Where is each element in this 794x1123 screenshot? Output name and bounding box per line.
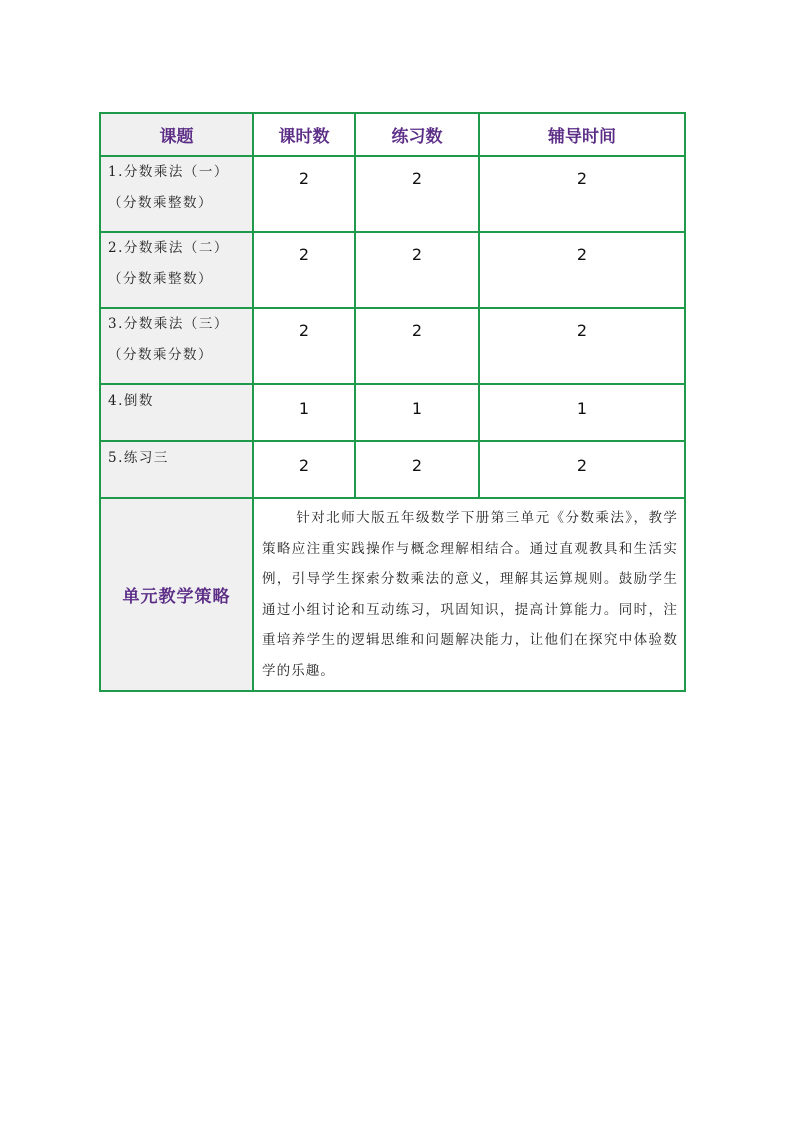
row-exercises: 1 xyxy=(355,384,479,441)
row-title-cell xyxy=(100,232,253,308)
row-title: 3.分数乘法（三） xyxy=(108,316,229,332)
row-title-cell xyxy=(100,384,253,441)
row-exercises: 2 xyxy=(355,156,479,232)
header-hours: 课时数 xyxy=(253,113,355,156)
row-hours: 2 xyxy=(253,441,355,498)
table-row xyxy=(100,308,685,384)
strategy-row xyxy=(100,498,685,691)
strategy-text-cell xyxy=(253,498,685,691)
row-tutoring: 2 xyxy=(479,308,685,384)
table-row xyxy=(100,156,685,232)
row-title: 4.倒数 xyxy=(108,393,154,409)
header-exercises: 练习数 xyxy=(355,113,479,156)
row-exercises: 2 xyxy=(355,308,479,384)
row-tutoring: 1 xyxy=(479,384,685,441)
header-topic: 课题 xyxy=(100,113,253,156)
strategy-label: 单元教学策略 xyxy=(100,498,253,691)
row-exercises: 2 xyxy=(355,441,479,498)
table-row xyxy=(100,384,685,441)
row-hours: 1 xyxy=(253,384,355,441)
row-title-cell xyxy=(100,441,253,498)
strategy-text: 针对北师大版五年级数学下册第三单元《分数乘法》，教学策略应注重实践操作与概念理解相结合。通过直观教具和生活实例，引导学生探索分数乘法的意义，理解其运算规则。鼓励学生通过小组讨论和互动练习，巩固知识，提高计算能力。同时，注重培养学生的逻辑思维和问题解决能力，让他们在探究中体验数学的乐趣。 xyxy=(262,510,678,679)
row-title-cell xyxy=(100,156,253,232)
row-hours: 2 xyxy=(253,156,355,232)
row-hours: 2 xyxy=(253,308,355,384)
row-title: 2.分数乘法（二） xyxy=(108,240,229,256)
table-row xyxy=(100,232,685,308)
row-tutoring: 2 xyxy=(479,441,685,498)
table-row xyxy=(100,441,685,498)
header-tutoring: 辅导时间 xyxy=(479,113,685,156)
row-title: 1.分数乘法（一） xyxy=(108,164,229,180)
row-subtitle: （分数乘分数） xyxy=(108,347,213,363)
row-subtitle: （分数乘整数） xyxy=(108,271,213,287)
row-tutoring: 2 xyxy=(479,232,685,308)
lesson-plan-table xyxy=(99,112,686,692)
row-title: 5.练习三 xyxy=(108,450,169,466)
header-row xyxy=(100,113,685,156)
row-hours: 2 xyxy=(253,232,355,308)
row-subtitle: （分数乘整数） xyxy=(108,195,213,211)
row-title-cell xyxy=(100,308,253,384)
row-exercises: 2 xyxy=(355,232,479,308)
row-tutoring: 2 xyxy=(479,156,685,232)
